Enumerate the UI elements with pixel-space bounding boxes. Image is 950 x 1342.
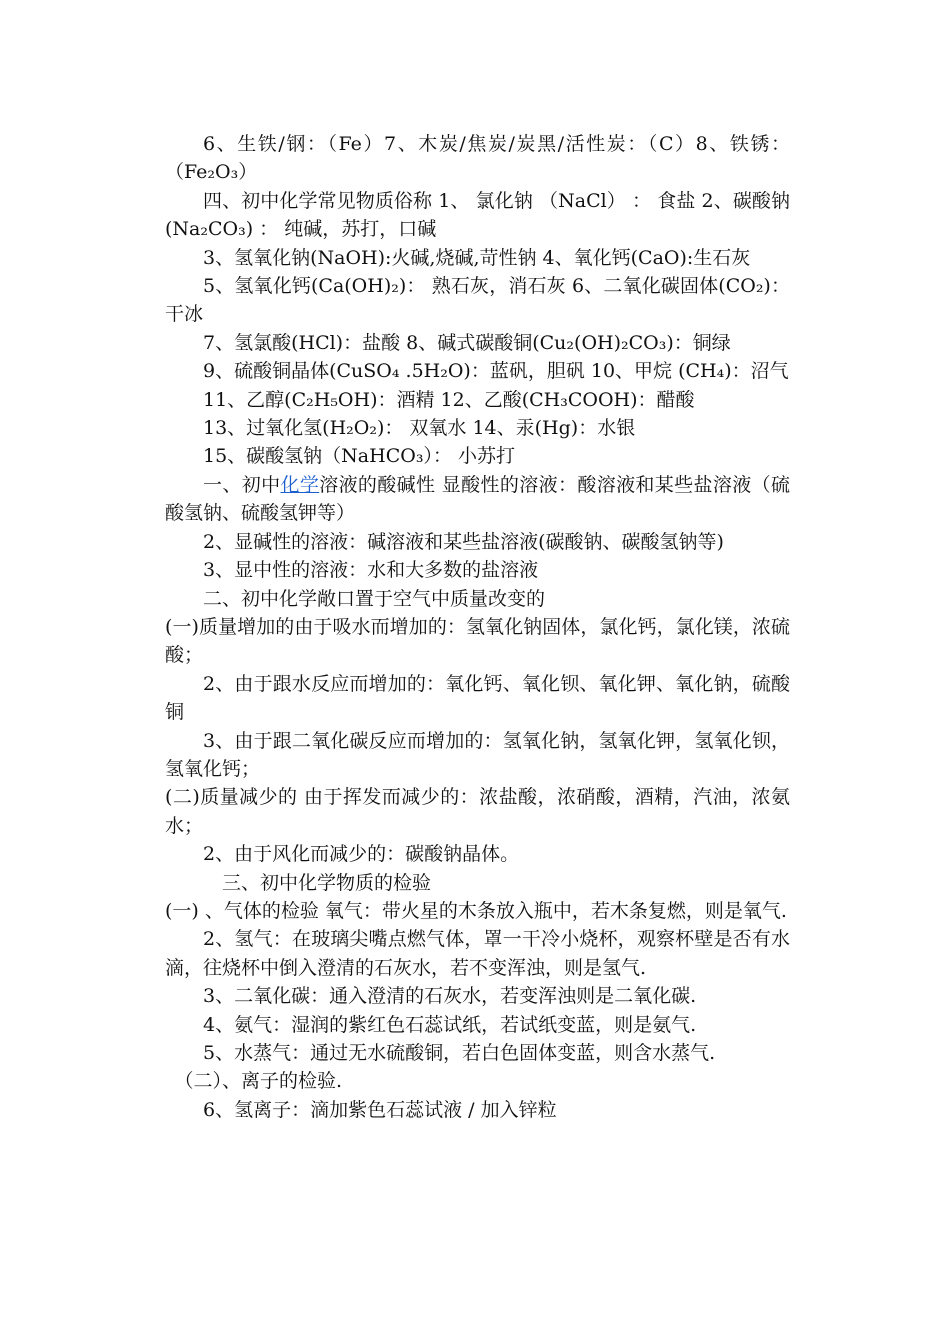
paragraph-hydrogen-ion: 6、氢离子：滴加紫色石蕊试液 / 加入锌粒 [203, 1098, 557, 1121]
paragraph-hcl-malachite: 7、氢氯酸(HCl)：盐酸 8、碱式碳酸铜(Cu₂(OH)₂CO₃)：铜绿 [203, 331, 731, 354]
section-four-common-names: 四、初中化学常见物质俗称 1、 氯化钠 （NaCl） ： 食盐 2、碳酸钠(Na₂CO₃) ： 纯碱，苏打，口碱 [165, 189, 790, 241]
paragraph-basic-solution: 2、显碱性的溶液：碱溶液和某些盐溶液(碳酸钠、碳酸氢钠等) [203, 530, 724, 553]
section-one-prefix: 一、初中 [203, 473, 281, 496]
paragraph-efflorescence: 2、由于风化而减少的：碳酸钠晶体。 [203, 843, 520, 866]
paragraph-water-vapor: 5、水蒸气：通过无水硫酸铜，若白色固体变蓝，则含水蒸气. [203, 1042, 716, 1064]
document-body [165, 130, 790, 1124]
paragraph-mass-increase-water: (一)质量增加的由于吸水而增加的：氢氧化钠固体，氯化钙，氯化镁，浓硫酸； [165, 615, 790, 667]
paragraph-hydrogen: 2、氢气：在玻璃尖嘴点燃气体，罩一干冷小烧杯，观察杯壁是否有水滴，往烧杯中倒入澄清的石灰水，若不变浑浊，则是氢气. [165, 928, 790, 979]
section-two-mass-change: 二、初中化学敞口置于空气中质量改变的 [203, 587, 546, 610]
paragraph-nahco3: 15、碳酸氢钠（NaHCO₃）： 小苏打 [203, 445, 515, 468]
section-three-detection: 三、初中化学物质的检验 [222, 871, 432, 894]
paragraph-ethanol-acetic: 11、乙醇(C₂H₅OH)：酒精 12、乙酸(CH₃COOH)：醋酸 [203, 388, 695, 411]
paragraph-naoh-cao: 3、氢氧化钠(NaOH):火碱,烧碱,苛性钠 4、氧化钙(CaO):生石灰 [203, 246, 751, 269]
paragraph-cuso4-ch4: 9、硫酸铜晶体(CuSO₄ .5H₂O)：蓝矾，胆矾 10、甲烷 (CH₄)：沼气 [203, 360, 789, 383]
section-one-text: 溶液的酸碱性 显酸性的溶液：酸溶液和某些盐溶液（硫酸氢钠、硫酸氢钾等） [165, 473, 790, 525]
paragraph-react-co2: 3、由于跟二氧化碳反应而增加的：氢氧化钠，氢氧化钾，氢氧化钡，氢氧化钙； [165, 729, 790, 780]
section-one-acidity [165, 471, 790, 528]
paragraph-caoh2-co2: 5、氢氧化钙(Ca(OH)₂)： 熟石灰，消石灰 6、二氧化碳固体(CO₂)：干冰 [165, 275, 790, 326]
paragraph-co2-test: 3、二氧化碳：通入澄清的石灰水，若变浑浊则是二氧化碳. [203, 985, 697, 1008]
paragraph-iron-carbon-rust: 6、生铁/钢：（Fe）7、木炭/焦炭/炭黑/活性炭：（C）8、铁锈：（Fe₂O₃） [165, 133, 790, 184]
paragraph-ammonia: 4、氨气：湿润的紫红色石蕊试纸，若试纸变蓝，则是氨气. [203, 1013, 697, 1036]
paragraph-neutral-solution: 3、显中性的溶液：水和大多数的盐溶液 [203, 559, 539, 582]
paragraph-react-water: 2、由于跟水反应而增加的：氧化钙、氧化钡、氧化钾、氧化钠，硫酸铜 [165, 672, 790, 724]
section-ion-detection: （二）、离子的检验. [174, 1070, 343, 1093]
paragraph-gas-oxygen: (一) 、气体的检验 氧气：带火星的木条放入瓶中，若木条复燃，则是氧气. [165, 899, 787, 922]
paragraph-h2o2-hg: 13、过氧化氢(H₂O₂)： 双氧水 14、汞(Hg)：水银 [203, 417, 636, 440]
chemistry-link[interactable]: 化学 [280, 473, 320, 496]
paragraph-mass-decrease: (二)质量减少的 由于挥发而减少的：浓盐酸，浓硝酸，酒精，汽油，浓氨水； [165, 786, 790, 837]
